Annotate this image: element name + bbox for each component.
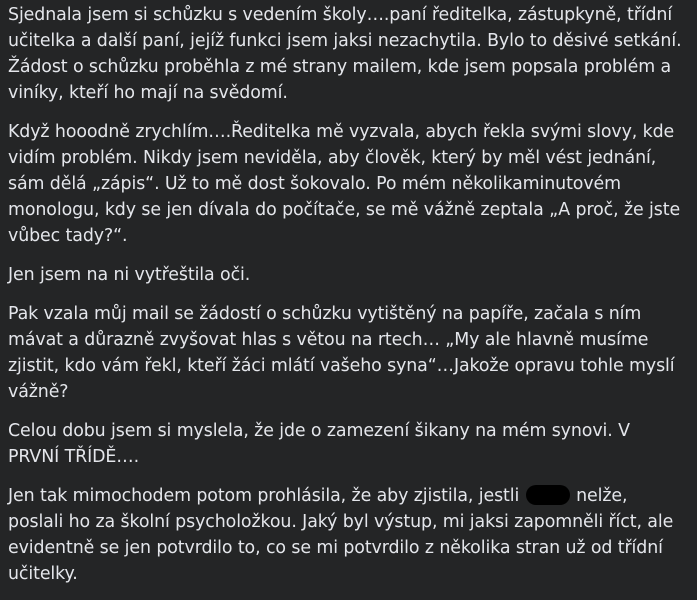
post-paragraph-1: Sjednala jsem si schůzku s vedením školy….paní ředitelka, zástupkyně, třídní učitelka a další paní, jejíž funkci jsem jaksi nezachytila. Bylo to děsivé setkání. Žádost o schůzku proběhla z mé strany mailem, kde jsem popsala problém a viníky, kteří ho mají na svědomí.: [8, 5, 682, 103]
post-paragraph-5: Celou dobu jsem si myslela, že jde o zamezení šikany na mém synovi. V PRVNÍ TŘÍDĚ….: [8, 421, 630, 467]
paragraph-6-text-before: Jen tak mimochodem potom prohlásila, že aby zjistila, jestli: [8, 486, 525, 506]
post-paragraph-4: Pak vzala můj mail se žádostí o schůzku vytištěný na papíře, začala s ním mávat a důrazně zvyšovat hlas s větou na rtech… „My ale hlavně musíme zjistit, kdo vám řekl, kteří žáci mlátí vašeho syna“…Jakože opravu tohle myslí vážně?: [8, 304, 675, 402]
redaction-mark: [526, 485, 570, 505]
post-paragraph-3: Jen jsem na ni vytřeštila oči.: [8, 265, 251, 285]
post-paragraph-6: [8, 483, 683, 587]
paragraph-6-text-after: nelže, poslali ho za školní psycholožkou. Jaký byl výstup, mi jaksi zapomněli říct, ale evidentně se jen potvrdilo to, co se mi potvrdilo z několika stran už od třídní učitelky.: [8, 486, 674, 584]
post-paragraph-2: Když hooodně zrychlím….Ředitelka mě vyzvala, abych řekla svými slovy, kde vidím problém. Nikdy jsem neviděla, aby člověk, který by měl vést jednání, sám dělá „zápis“. Už to mě dost šokovalo. Po mém několikaminutovém monologu, kdy se jen dívala do počítače, se mě vážně zeptala „A proč, že jste vůbec tady?“.: [8, 122, 681, 246]
